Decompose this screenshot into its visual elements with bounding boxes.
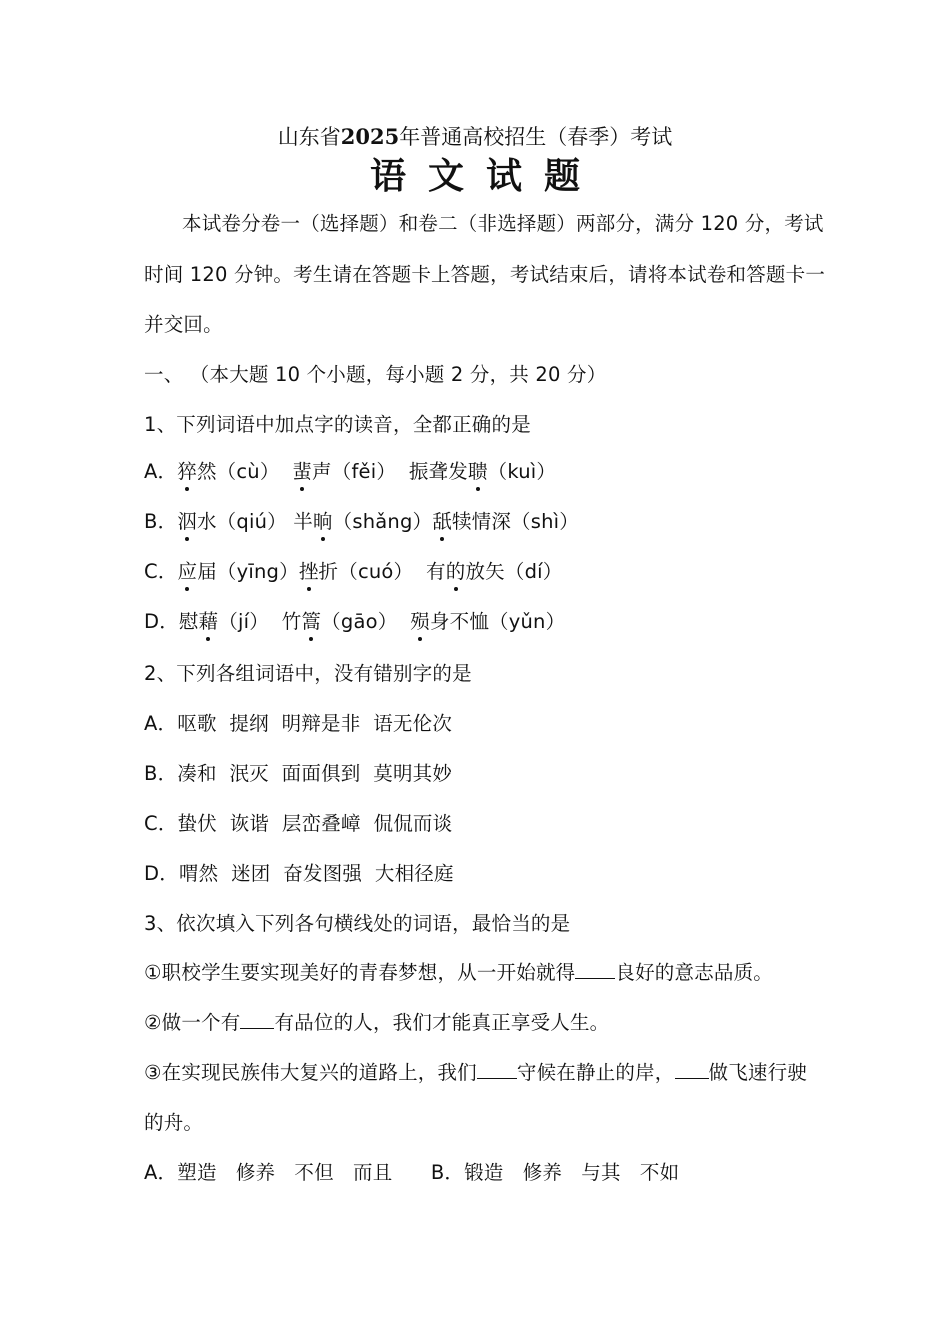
question-3-stem: 3、依次填入下列各句横线处的词语，最恰当的是 — [144, 912, 571, 935]
q2-option-a: A．呕歌 提纲 明辩是非 语无伦次 — [144, 712, 453, 735]
q1-option-d: D．慰藉（jí） 竹篙（gāo） 殒身不恤（yǔn） — [144, 610, 566, 633]
q3-sentence-2: ②做一个有 有品位的人，我们才能真正享受人生。 — [144, 1011, 610, 1034]
intro-line-1: 本试卷分卷一（选择题）和卷二（非选择题）两部分，满分 120 分，考试 — [182, 212, 824, 235]
title-prefix: 山东省 — [277, 125, 341, 149]
intro-line-3: 并交回。 — [144, 313, 223, 336]
q2-option-d: D．喟然 迷团 奋发图强 大相径庭 — [144, 862, 454, 885]
title-year: 2025 — [340, 124, 400, 149]
question-2-stem: 2、下列各组词语中，没有错别字的是 — [144, 662, 472, 685]
q1-option-a: A．猝然（cù） 蜚声（fěi） 振聋发聩（kuì） — [144, 460, 557, 483]
q3-sentence-3: ③在实现民族伟大复兴的道路上，我们 守候在静止的岸， 做飞速行驶 — [144, 1061, 808, 1084]
q2-option-b: B．凑和 泯灭 面面俱到 莫明其妙 — [144, 762, 453, 785]
exam-title — [0, 123, 950, 151]
q2-option-c: C．蛰伏 诙谐 层峦叠嶂 侃侃而谈 — [144, 812, 453, 835]
q1-option-c: C．应届（yīng）挫折（cuó） 有的放矢（dí） — [144, 560, 563, 583]
question-1-stem: 1、下列词语中加点字的读音，全都正确的是 — [144, 413, 531, 436]
intro-line-2: 时间 120 分钟。考生请在答题卡上答题，考试结束后，请将本试卷和答题卡一 — [144, 263, 826, 286]
section-heading: 一、 （本大题 10 个小题，每小题 2 分，共 20 分） — [144, 363, 607, 386]
q3-sentence-1: ①职校学生要实现美好的青春梦想，从一开始就得 良好的意志品质。 — [144, 961, 773, 984]
subject-title: 语文试题 — [369, 155, 602, 197]
q3-options: A．塑造 修养 不但 而且 B．锻造 修养 与其 不如 — [144, 1161, 680, 1184]
q1-option-b: B．泅水（qiú） 半晌（shǎng）舐犊情深（shì） — [144, 510, 579, 533]
q3-sentence-3-cont: 的舟。 — [144, 1111, 204, 1134]
title-suffix: 年普通高校招生（春季）考试 — [399, 125, 673, 149]
